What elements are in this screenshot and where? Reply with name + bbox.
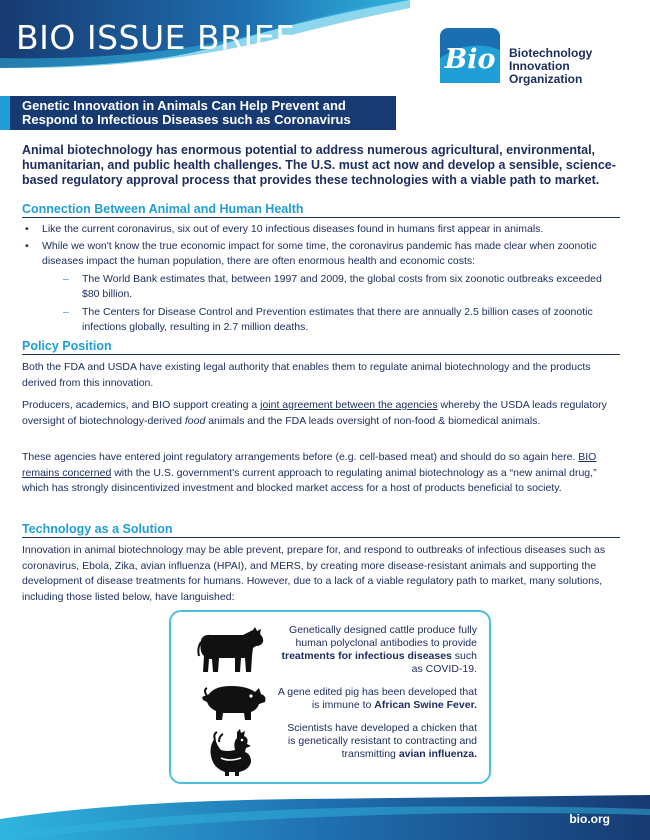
- list-item: [22, 239, 622, 336]
- intro-paragraph: Animal biotechnology has enormous potential to address numerous agricultural, environmental, humanitarian, and public health challenges. The U.S. must act now and develop a sensible, science-based regulatory approval process that provides these technologies with a viable path to market.: [22, 143, 616, 187]
- cow-icon: [197, 626, 267, 676]
- footer-url-link[interactable]: bio.org: [569, 812, 610, 826]
- pig-icon: [202, 686, 265, 720]
- org-line-3: Organization: [509, 72, 583, 86]
- footer-band: [0, 795, 650, 840]
- connection-list: [22, 222, 622, 337]
- bold-run: African Swine Fever.: [374, 699, 477, 711]
- examples-box: [169, 610, 491, 784]
- org-line-2: Innovation: [509, 59, 570, 73]
- section-heading-technology: Technology as a Solution: [22, 522, 620, 538]
- policy-paragraph-3: [22, 450, 622, 497]
- sub-list-item: – The Centers for Disease Control and Prevention estimates that there are annually 2.5 billion cases of zoonotic infections globally, resulting in 2.7 million deaths.: [42, 305, 622, 336]
- subtitle: Genetic Innovation in Animals Can Help Prevent and Respond to Infectious Diseases such as Coronavirus: [22, 98, 351, 127]
- text-run: Scientists have developed a chicken that is genetically resistant to contracting and transmitting: [287, 722, 477, 760]
- pig-example: [277, 686, 477, 712]
- chicken-icon: [211, 729, 252, 776]
- cattle-example: [277, 624, 477, 676]
- chicken-example: [277, 722, 477, 761]
- header: [0, 0, 650, 90]
- policy-paragraph-1: Both the FDA and USDA have existing legal authority that enables them to regulate animal biotechnology and the products derived from this innovation.: [22, 361, 591, 389]
- italic-food: food: [184, 414, 206, 427]
- text-run: animals and the FDA leads oversight of non-food & biomedical animals.: [205, 414, 541, 427]
- bio-remains-concerned-link[interactable]: BIO remains concerned: [22, 451, 597, 479]
- bullet-text: While we won't know the true economic impact for some time, the coronavirus pandemic has made clear when zoonotic diseases impact the human population, there are often enormous health and economic costs:: [42, 239, 597, 267]
- text-run: whereby the USDA leads regulatory oversight of biotechnology-derived: [22, 399, 607, 427]
- bold-run: treatments for infectious diseases: [281, 650, 452, 662]
- subtitle-accent: [0, 96, 10, 130]
- bio-logo[interactable]: [440, 28, 500, 83]
- brief-title: BIO ISSUE BRIEF: [16, 18, 295, 57]
- text-run: with the U.S. government's current approach to regulating animal biotechnology as a “new animal drug,” which has strongly disincentivized investment and blocked market access for a host of products beneficial to society.: [22, 466, 597, 494]
- text-run: Producers, academics, and BIO support creating a: [22, 399, 261, 411]
- org-line-1: Biotechnology: [509, 46, 593, 60]
- sub-list-item: – The World Bank estimates that, between 1997 and 2009, the global costs from six zoonotic outbreaks exceeded $80 billion.: [42, 272, 622, 303]
- logo-mark: Bio: [444, 44, 496, 75]
- org-name: [509, 47, 592, 86]
- subtitle-bar: [0, 96, 396, 130]
- section-heading-connection: Connection Between Animal and Human Health: [22, 202, 620, 218]
- technology-paragraph: Innovation in animal biotechnology may be able prevent, prepare for, and respond to outbreaks of infectious diseases such as coronavirus, Ebola, Zika, avian influenza (HPAI), and MERS, by creating more disease-resistant animals and supporting the development of disease treatments for humans. However, due to a lack of a viable regulatory path to market, many solutions, including those listed below, have languished:: [22, 544, 606, 603]
- list-item: • Like the current coronavirus, six out of every 10 infectious diseases found in humans first appear in animals.: [22, 222, 622, 238]
- policy-paragraph-2: [22, 398, 622, 429]
- text-run: Genetically designed cattle produce fully human polyclonal antibodies to provide: [289, 624, 477, 649]
- text-run: These agencies have entered joint regulatory arrangements before (e.g. cell-based meat) and should do so again here.: [22, 451, 579, 463]
- sub-list: [42, 272, 622, 336]
- joint-agreement-link[interactable]: joint agreement between the agencies: [260, 399, 438, 411]
- section-heading-policy: Policy Position: [22, 339, 620, 355]
- text-run: A gene edited pig has been developed that is immune to: [277, 686, 477, 711]
- text-run: such as COVID-19.: [411, 650, 477, 675]
- bold-run: avian influenza.: [398, 748, 477, 760]
